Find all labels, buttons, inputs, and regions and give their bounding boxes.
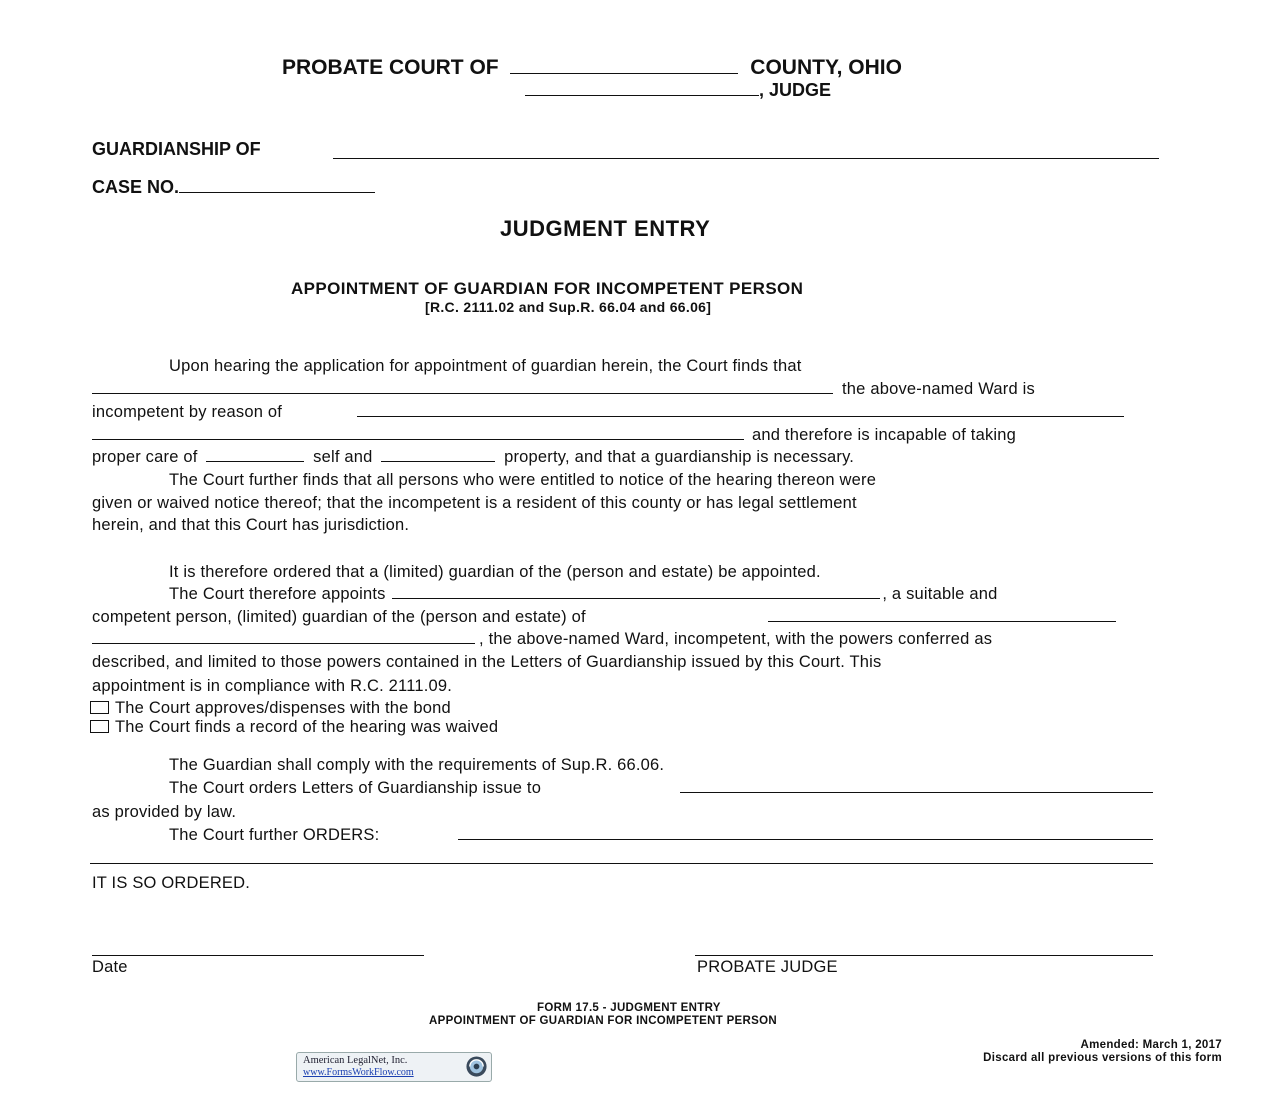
- judge-signature-line[interactable]: [695, 955, 1153, 956]
- bond-checkbox[interactable]: [90, 701, 109, 714]
- p3-line6: appointment is in compliance with R.C. 2111.09.: [92, 677, 453, 695]
- form-number: FORM 17.5 - JUDGMENT ENTRY: [537, 1002, 721, 1014]
- discard-note: Discard all previous versions of this form: [983, 1052, 1222, 1064]
- case-no-row: [92, 177, 375, 198]
- p3-line4: , the above-named Ward, incompetent, with the powers conferred as: [479, 630, 993, 648]
- judge-name-field[interactable]: [525, 94, 759, 96]
- court-suffix: COUNTY, OHIO: [750, 56, 902, 79]
- page-subtitle: APPOINTMENT OF GUARDIAN FOR INCOMPETENT PERSON: [291, 279, 804, 298]
- p3-line1: It is therefore ordered that a (limited) guardian of the (person and estate) be appointed.: [169, 563, 821, 581]
- p3-line5: described, and limited to those powers contained in the Letters of Guardianship issued by this Court. This: [92, 653, 882, 671]
- case-no-field[interactable]: [179, 191, 375, 193]
- p1-line3: incompetent by reason of: [92, 403, 283, 421]
- court-prefix: PROBATE COURT OF: [282, 56, 499, 79]
- p1-line5: [92, 448, 854, 467]
- p3-line3: competent person, (limited) guardian of the (person and estate) of: [92, 608, 586, 626]
- case-no-label: CASE NO.: [92, 177, 180, 197]
- incompetency-reason-field[interactable]: [357, 416, 1124, 417]
- p3-line2a: The Court therefore appoints: [169, 585, 386, 603]
- p4-line4: The Court further ORDERS:: [169, 826, 380, 844]
- guardianship-field[interactable]: [333, 158, 1159, 159]
- p4-line3: as provided by law.: [92, 803, 237, 821]
- ward-name-field[interactable]: [92, 393, 833, 394]
- pronoun-field-1[interactable]: [206, 460, 304, 462]
- p1-line4: and therefore is incapable of taking: [752, 426, 1017, 444]
- p3-line2: [169, 585, 997, 604]
- p2-line3: herein, and that this Court has jurisdiction.: [92, 516, 410, 534]
- p1-line5c: property, and that a guardianship is necessary.: [504, 448, 855, 466]
- p1-line5b: self and: [313, 448, 373, 466]
- so-ordered: IT IS SO ORDERED.: [92, 874, 251, 892]
- ward-field-2[interactable]: [768, 621, 1116, 622]
- vendor-logo[interactable]: [296, 1052, 492, 1082]
- p1-line2: the above-named Ward is: [842, 380, 1035, 398]
- judge-header: [525, 80, 831, 101]
- form-title: APPOINTMENT OF GUARDIAN FOR INCOMPETENT PERSON: [429, 1015, 777, 1027]
- judge-signature-label: PROBATE JUDGE: [697, 958, 838, 976]
- citation: [R.C. 2111.02 and Sup.R. 66.04 and 66.06]: [425, 299, 712, 315]
- p1-line5a: proper care of: [92, 448, 198, 466]
- further-orders-field[interactable]: [458, 839, 1153, 840]
- county-field[interactable]: [510, 72, 738, 74]
- p4-line1: The Guardian shall comply with the requirements of Sup.R. 66.06.: [169, 756, 665, 774]
- pronoun-field-2[interactable]: [381, 460, 495, 462]
- further-orders-field-2[interactable]: [90, 863, 1153, 864]
- p1-line1: Upon hearing the application for appointment of guardian herein, the Court finds that: [169, 357, 802, 375]
- logo-company: American LegalNet, Inc.: [303, 1055, 408, 1066]
- ward-field-3[interactable]: [92, 643, 475, 644]
- date-label: Date: [92, 958, 128, 976]
- court-header: [282, 56, 902, 80]
- page-title: JUDGMENT ENTRY: [500, 216, 711, 241]
- judge-suffix: , JUDGE: [759, 80, 832, 100]
- guardianship-label: GUARDIANSHIP OF: [92, 139, 261, 159]
- globe-icon: [465, 1055, 488, 1078]
- hearing-waived-checkbox[interactable]: [90, 720, 109, 733]
- p2-line1: The Court further finds that all persons who were entitled to notice of the hearing thereon were: [169, 471, 877, 489]
- amended-date: Amended: March 1, 2017: [1080, 1039, 1222, 1051]
- bond-checkbox-row[interactable]: [90, 699, 451, 718]
- hearing-waived-checkbox-row[interactable]: [90, 718, 498, 737]
- logo-url[interactable]: www.FormsWorkFlow.com: [303, 1067, 414, 1078]
- p3-line2b: , a suitable and: [882, 585, 998, 603]
- date-line[interactable]: [92, 955, 424, 956]
- hearing-waived-checkbox-label: The Court finds a record of the hearing was waived: [115, 718, 499, 736]
- p2-line2: given or waived notice thereof; that the incompetent is a resident of this county or has legal settlement: [92, 494, 857, 512]
- letters-issue-to-field[interactable]: [680, 792, 1153, 793]
- guardian-name-field[interactable]: [392, 597, 880, 599]
- p4-line2: The Court orders Letters of Guardianship issue to: [169, 779, 542, 797]
- incompetency-reason-field-2[interactable]: [92, 439, 744, 440]
- bond-checkbox-label: The Court approves/dispenses with the bond: [115, 699, 451, 717]
